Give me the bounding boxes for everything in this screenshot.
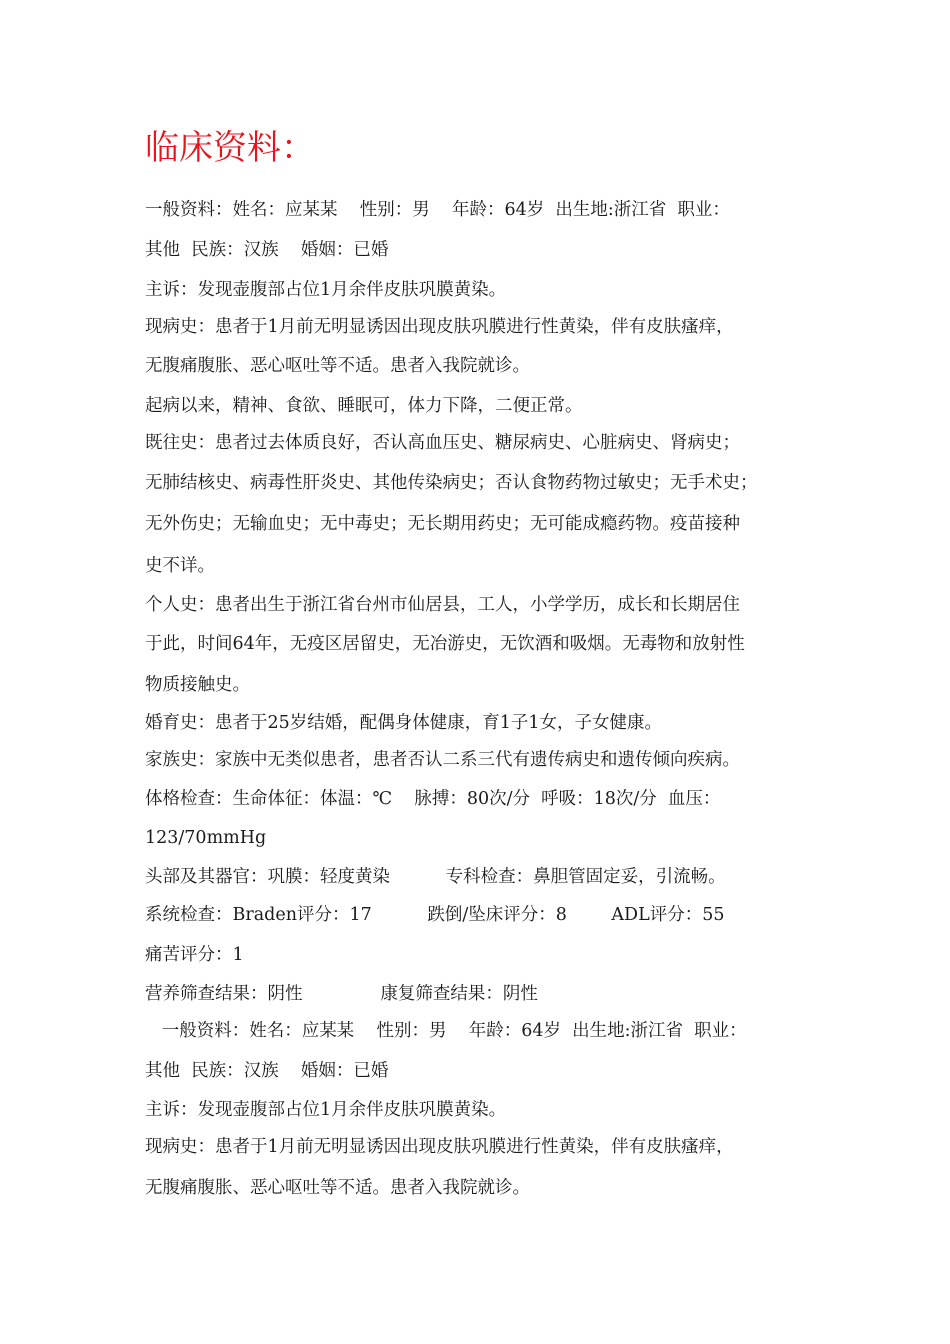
text-line: 其他 民族：汉族 婚姻：已婚 [145,240,389,260]
text-line: 物质接触史。 [145,675,250,695]
text-line: 一般资料：姓名：应某某 性别：男 年龄：64岁 出生地:浙江省 职业： [145,1021,747,1041]
text-line: 现病史：患者于1月前无明显诱因出现皮肤巩膜进行性黄染，伴有皮肤瘙痒， [145,1137,734,1157]
text-line: 主诉：发现壶腹部占位1月余伴皮肤巩膜黄染。 [145,1100,507,1120]
text-line: 体格检查：生命体征：体温：℃ 脉搏：80次/分 呼吸：18次/分 血压： [145,789,721,809]
text-line: 家族史：家族中无类似患者，患者否认二系三代有遗传病史和遗传倾向疾病。 [145,750,740,770]
text-line: 一般资料：姓名：应某某 性别：男 年龄：64岁 出生地:浙江省 职业： [145,200,730,220]
text-line: 于此，时间64年，无疫区居留史，无冶游史，无饮酒和吸烟。无毒物和放射性 [145,634,745,654]
text-line: 其他 民族：汉族 婚姻：已婚 [145,1061,389,1081]
page-title: 临床资料： [145,128,315,168]
text-line: 史不详。 [145,556,215,576]
text-line: 个人史：患者出生于浙江省台州市仙居县，工人，小学学历，成长和长期居住 [145,595,740,615]
text-line: 无肺结核史、病毒性肝炎史、其他传染病史；否认食物药物过敏史；无手术史； [145,473,758,493]
text-line: 起病以来，精神、食欲、睡眠可，体力下降，二便正常。 [145,396,583,416]
text-line: 痛苦评分：1 [145,945,244,965]
text-line: 无腹痛腹胀、恶心呕吐等不适。患者入我院就诊。 [145,356,530,376]
text-line: 营养筛查结果：阴性 康复筛查结果：阴性 [145,984,538,1004]
text-line: 无外伤史；无输血史；无中毒史；无长期用药史；无可能成瘾药物。疫苗接种 [145,514,740,534]
text-line: 头部及其器官：巩膜：轻度黄染 专科检查：鼻胆管固定妥，引流畅。 [145,867,726,887]
text-line: 系统检查：Braden评分：17 跌倒/坠床评分：8 ADL评分：55 [145,905,725,925]
text-line: 123/70mmHg [145,828,267,848]
text-line: 既往史：患者过去体质良好，否认高血压史、糖尿病史、心脏病史、肾病史； [145,433,740,453]
text-line: 无腹痛腹胀、恶心呕吐等不适。患者入我院就诊。 [145,1178,530,1198]
text-line: 婚育史：患者于25岁结婚，配偶身体健康，育1子1女，子女健康。 [145,713,663,733]
text-line: 现病史：患者于1月前无明显诱因出现皮肤巩膜进行性黄染，伴有皮肤瘙痒， [145,317,734,337]
text-line: 主诉：发现壶腹部占位1月余伴皮肤巩膜黄染。 [145,280,507,300]
